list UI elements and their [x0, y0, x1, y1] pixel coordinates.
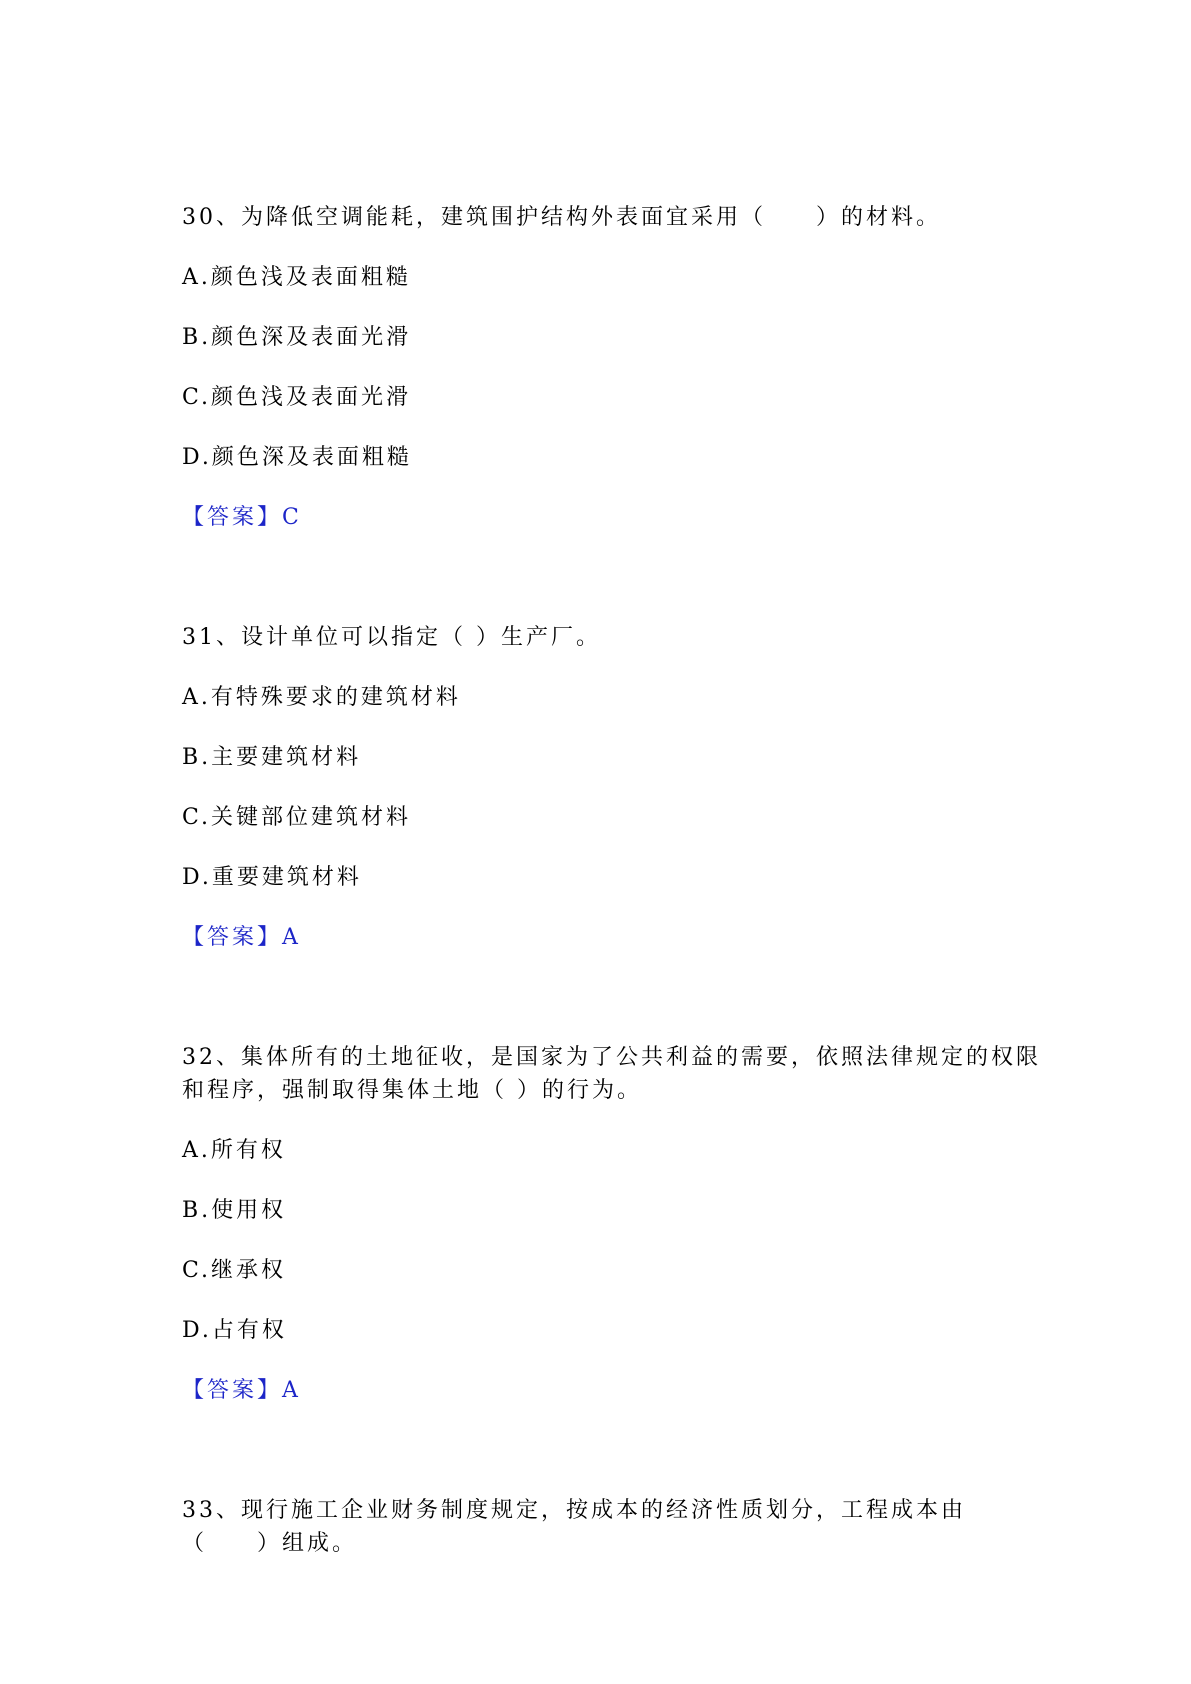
- question-30-stem: 30、为降低空调能耗，建筑围护结构外表面宜采用（ ）的材料。: [182, 205, 941, 230]
- question-33-stem-line-1: 33、现行施工企业财务制度规定，按成本的经济性质划分，工程成本由: [182, 1498, 966, 1523]
- question-32-stem-line-2: 和程序，强制取得集体土地（ ）的行为。: [182, 1078, 642, 1103]
- question-32-option-d: D.占有权: [182, 1318, 287, 1343]
- question-30-option-c: C.颜色浅及表面光滑: [182, 385, 412, 410]
- question-31-answer: 【答案】A: [182, 925, 301, 950]
- question-32-stem-line-1: 32、集体所有的土地征收，是国家为了公共利益的需要，依照法律规定的权限: [182, 1045, 1041, 1070]
- question-31-option-b: B.主要建筑材料: [182, 745, 362, 770]
- question-30-option-b: B.颜色深及表面光滑: [182, 325, 412, 350]
- question-30-answer: 【答案】C: [182, 505, 302, 530]
- question-31-option-c: C.关键部位建筑材料: [182, 805, 412, 830]
- question-32-option-a: A.所有权: [182, 1138, 286, 1163]
- question-30-option-a: A.颜色浅及表面粗糙: [182, 265, 411, 290]
- question-32-option-b: B.使用权: [182, 1198, 287, 1223]
- question-31-stem: 31、设计单位可以指定（ ）生产厂。: [182, 625, 601, 650]
- question-31-option-d: D.重要建筑材料: [182, 865, 362, 890]
- question-33-stem-line-2: （ ）组成。: [182, 1531, 358, 1556]
- question-32-answer: 【答案】A: [182, 1378, 301, 1403]
- question-32-option-c: C.继承权: [182, 1258, 287, 1283]
- question-30-option-d: D.颜色深及表面粗糙: [182, 445, 412, 470]
- question-31-option-a: A.有特殊要求的建筑材料: [182, 685, 461, 710]
